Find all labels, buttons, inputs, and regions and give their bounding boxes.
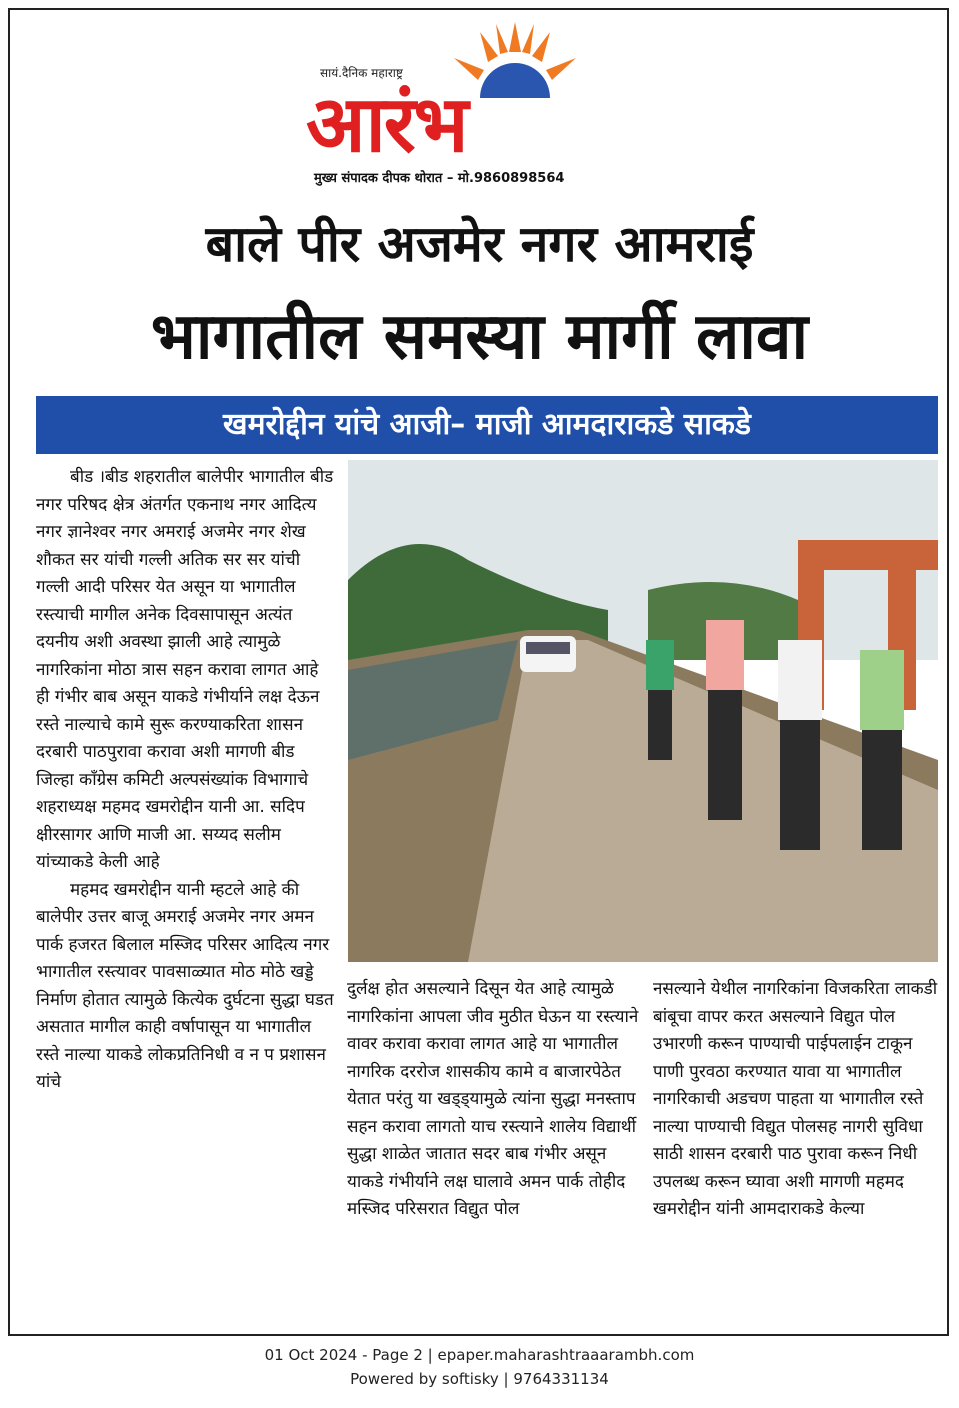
article-paragraph: महमद खमरोद्दीन यानी म्हटले आहे की बालेपीर उत्तर बाजू अमराई अजमेर नगर अमन पार्क हजरत बिलाल मस्जिद परिसर आदित्य नगर भागातील रस्त्यावर पावसाळ्यात मोठ मोठे खड्डे निर्माण होतात त्यामुळे कित्येक दुर्घटना सुद्धा घडत असतात मागील काही वर्षापासून या भागातील रस्ते नाल्या याकडे लोकप्रतिनिधी व न प प्रशासन यांचे (36, 879, 334, 1092)
footer-date-page: 01 Oct 2024 - Page 2 | epaper.maharashtraaarambh.com (264, 1346, 695, 1364)
article-paragraph: नसल्याने येथील नागरिकांना विजकरिता लाकडी बांबूचा वापर करत असल्याने विद्युत पोल उभारणी करून पाण्याची पाईपलाईन टाकून पाणी पुरवठा करण्यात यावा या भागातील नागरिकाची अडचण पाहता या भागातील रस्ते नाल्या पाण्याची विद्युत पोलसह नागरी सुविधा साठी शासन दरबारी पाठ पुरावा करून निधी उपलब्ध करून घ्यावा अशी मागणी महमद खमरोद्दीन यांनी आमदाराकडे केल्या (653, 979, 938, 1219)
headline-line-1: बाले पीर अजमेर नगर आमराई (205, 215, 754, 273)
footer-powered-by: Powered by softisky | 9764331134 (350, 1370, 609, 1388)
subheadline: खमरोद्दीन यांचे आजी– माजी आमदाराकडे साकडे (223, 407, 751, 442)
headline-line-2: भागातील समस्या मार्गी लावा (150, 300, 809, 374)
road-inspection-photo (348, 460, 938, 962)
article-column-1 (36, 464, 336, 1097)
masthead-tagline: सायं.दैनिक महाराष्ट्र (320, 66, 403, 80)
article-paragraph: बीड ।बीड शहरातील बालेपीर भागातील बीड नगर परिषद क्षेत्र अंतर्गत एकनाथ नगर आदित्य नगर ज्ञानेश्वर नगर अमराई अजमेर नगर शेख शौकत सर यांची गल्ली अतिक सर सर यांची गल्ली आदी परिसर येत असून या भागातील रस्त्याची मागील अनेक दिवसापासून अत्यंत दयनीय अशी अवस्था झाली आहे त्यामुळे नागरिकांना मोठा त्रास सहन करावा लागत आहे ही गंभीर बाब असून याकडे गंभीर्याने लक्ष देऊन रस्ते नाल्याचे कामे सुरू करण्याकरिता शासन दरबारी पाठपुरावा करावा अशी मागणी बीड जिल्हा काँग्रेस कमिटी अल्पसंख्यांक विभागाचे शहराध्यक्ष महमद खमरोद्दीन यानी आ. सदिप क्षीरसागर आणि माजी आ. सय्यद सलीम यांच्याकडे केली आहे (36, 467, 334, 872)
editor-credit: मुख्य संपादक दीपक थोरात – मो.9860898564 (314, 171, 565, 186)
newspaper-logo: आरंभ (306, 79, 467, 170)
subheadline-bar (36, 396, 938, 454)
article-column-3 (653, 976, 943, 1224)
masthead (300, 18, 660, 190)
article-column-2 (347, 976, 639, 1224)
news-photo (348, 460, 938, 962)
article-paragraph: दुर्लक्ष होत असल्याने दिसून येत आहे त्यामुळे नागरिकांना आपला जीव मुठीत घेऊन या रस्त्याने वावर करावा करावा लागत आहे या भागातील नागरिक दररोज शासकीय कामे व बाजारपेठेत येतात परंतु या खड्ड्यामुळे त्यांना सुद्धा मनस्ताप सहन करावा लागतो याच रस्त्याने शालेय विद्यार्थी सुद्धा शाळेत जातात सदर बाब गंभीर असून याकडे गंभीर्याने लक्ष घालावे अमन पार्क तोहीद मस्जिद परिसरात विद्युत पोल (347, 979, 639, 1219)
